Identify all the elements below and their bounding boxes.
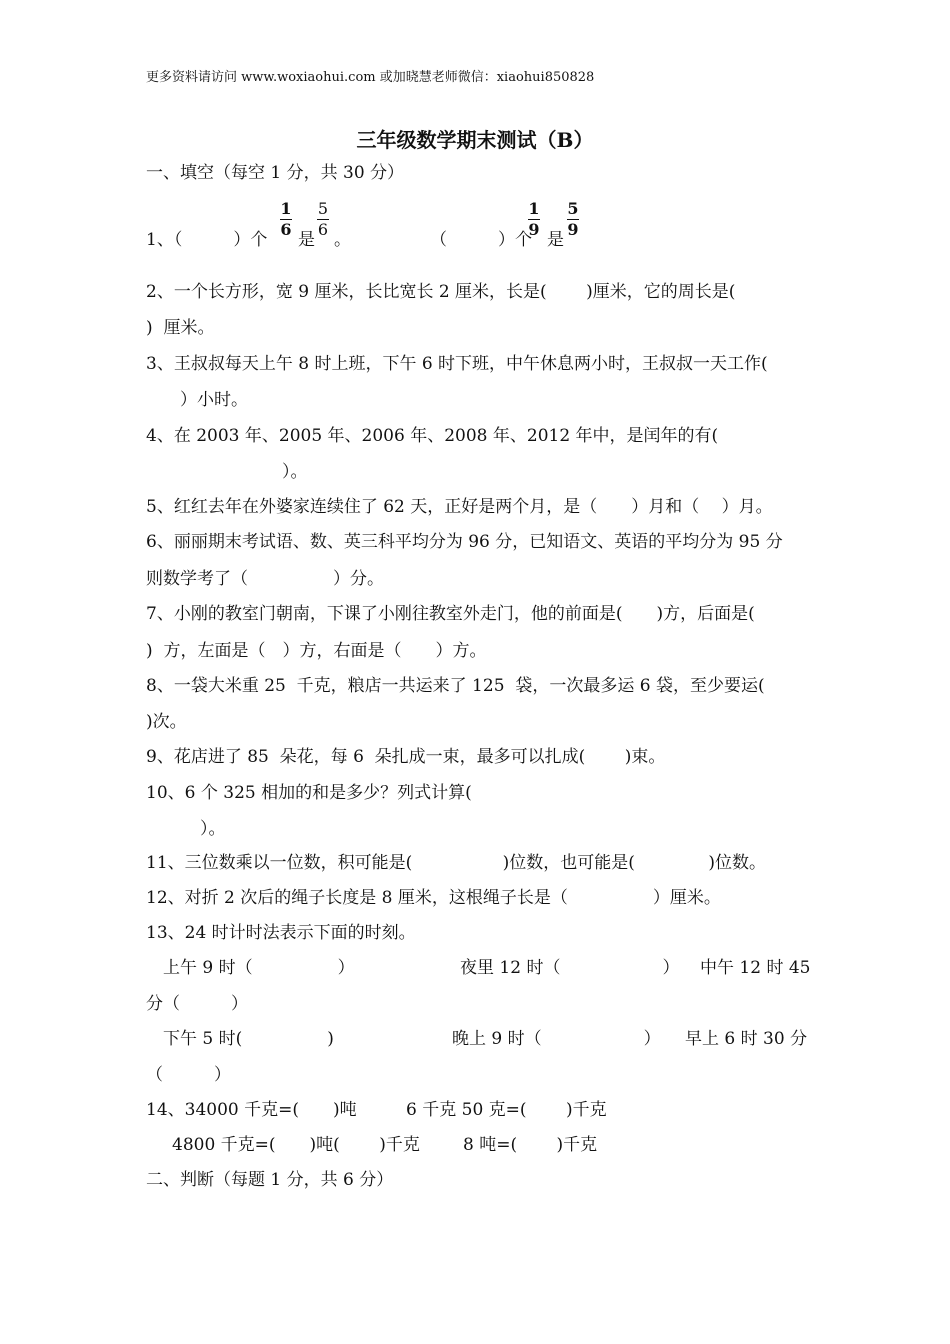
fraction-numerator: 1 <box>280 199 292 218</box>
q13-time-2: 夜里 12 时（ ） <box>460 958 680 978</box>
question-4-cont: ）。 <box>282 462 308 482</box>
fraction-one-sixth <box>280 200 292 238</box>
q13-time-1: 上午 9 时（ ） <box>163 958 355 978</box>
question-12: 12、对折 2 次后的绳子长度是 8 厘米，这根绳子长是（ ）厘米。 <box>146 888 721 908</box>
fraction-numerator: 1 <box>528 199 540 218</box>
question-13: 13、24 时计时法表示下面的时刻。 <box>146 923 416 943</box>
q13-time-6-cont: （ ） <box>146 1065 231 1085</box>
fraction-denominator: 9 <box>567 220 579 239</box>
question-3-cont: ）小时。 <box>180 390 248 410</box>
question-7-cont: ) 方，左面是（ ）方，右面是（ ）方。 <box>146 641 487 661</box>
q1-word-is-2: 是 <box>547 230 564 250</box>
q13-time-3-cont: 分（ ） <box>146 994 248 1014</box>
fraction-denominator: 9 <box>528 220 540 239</box>
question-14-d: 8 吨=( )千克 <box>463 1135 598 1155</box>
question-9: 9、花店进了 85 朵花，每 6 朵扎成一束，最多可以扎成( )束。 <box>146 747 666 767</box>
q1-prefix: 1、（ ）个 <box>146 230 268 250</box>
question-11: 11、三位数乘以一位数，积可能是( )位数，也可能是( )位数。 <box>146 853 766 873</box>
fraction-denominator: 6 <box>280 220 292 239</box>
q13-time-4: 下午 5 时( ) <box>163 1029 334 1049</box>
header-promo: 更多资料请访问 www.woxiaohui.com 或加晓慧老师微信：xiaohui850828 <box>146 70 595 85</box>
q13-time-5: 晚上 9 时（ ） <box>452 1029 661 1049</box>
page-title: 三年级数学期末测试（B） <box>356 128 594 152</box>
question-2: 2、一个长方形，宽 9 厘米，长比宽长 2 厘米，长是( )厘米，它的周长是( <box>146 282 736 302</box>
section-heading-judge: 二、判断（每题 1 分，共 6 分） <box>146 1170 394 1190</box>
q1-word-is: 是 <box>298 230 315 250</box>
question-10-cont: ）。 <box>200 819 226 839</box>
question-4: 4、在 2003 年、2005 年、2006 年、2008 年、2012 年中，是闰年的有( <box>146 426 719 446</box>
question-2-cont: ) 厘米。 <box>146 318 215 338</box>
question-14-c: 4800 千克=( )吨( )千克 <box>172 1135 420 1155</box>
q13-time-3: 中午 12 时 45 <box>700 958 811 978</box>
question-3: 3、王叔叔每天上午 8 时上班，下午 6 时下班，中午休息两小时，王叔叔一天工作( <box>146 354 768 374</box>
fraction-numerator: 5 <box>567 199 579 218</box>
fraction-five-sixths <box>317 200 329 238</box>
question-8-cont: )次。 <box>146 712 187 732</box>
q1-period: 。 <box>334 230 351 250</box>
q13-time-6: 早上 6 时 30 分 <box>685 1029 808 1049</box>
fraction-five-ninths <box>567 200 579 238</box>
fraction-one-ninth <box>528 200 540 238</box>
question-8: 8、一袋大米重 25 千克，粮店一共运来了 125 袋，一次最多运 6 袋，至少要运( <box>146 676 765 696</box>
question-6-cont: 则数学考了（ ）分。 <box>146 569 384 589</box>
q1-prefix-2: （ ）个 <box>430 230 532 250</box>
section-heading-fill-blank: 一、填空（每空 1 分，共 30 分） <box>146 163 405 183</box>
fraction-numerator: 5 <box>317 199 329 218</box>
question-6: 6、丽丽期末考试语、数、英三科平均分为 96 分，已知语文、英语的平均分为 95 分 <box>146 532 783 552</box>
fraction-denominator: 6 <box>317 220 329 239</box>
question-7: 7、小刚的教室门朝南，下课了小刚往教室外走门，他的前面是( )方，后面是( <box>146 604 755 624</box>
question-5: 5、红红去年在外婆家连续住了 62 天，正好是两个月，是（ ）月和（ ）月。 <box>146 497 773 517</box>
question-14-a: 14、34000 千克=( )吨 <box>146 1100 357 1120</box>
question-14-b: 6 千克 50 克=( )千克 <box>406 1100 607 1120</box>
question-10: 10、6 个 325 相加的和是多少？列式计算( <box>146 783 472 803</box>
